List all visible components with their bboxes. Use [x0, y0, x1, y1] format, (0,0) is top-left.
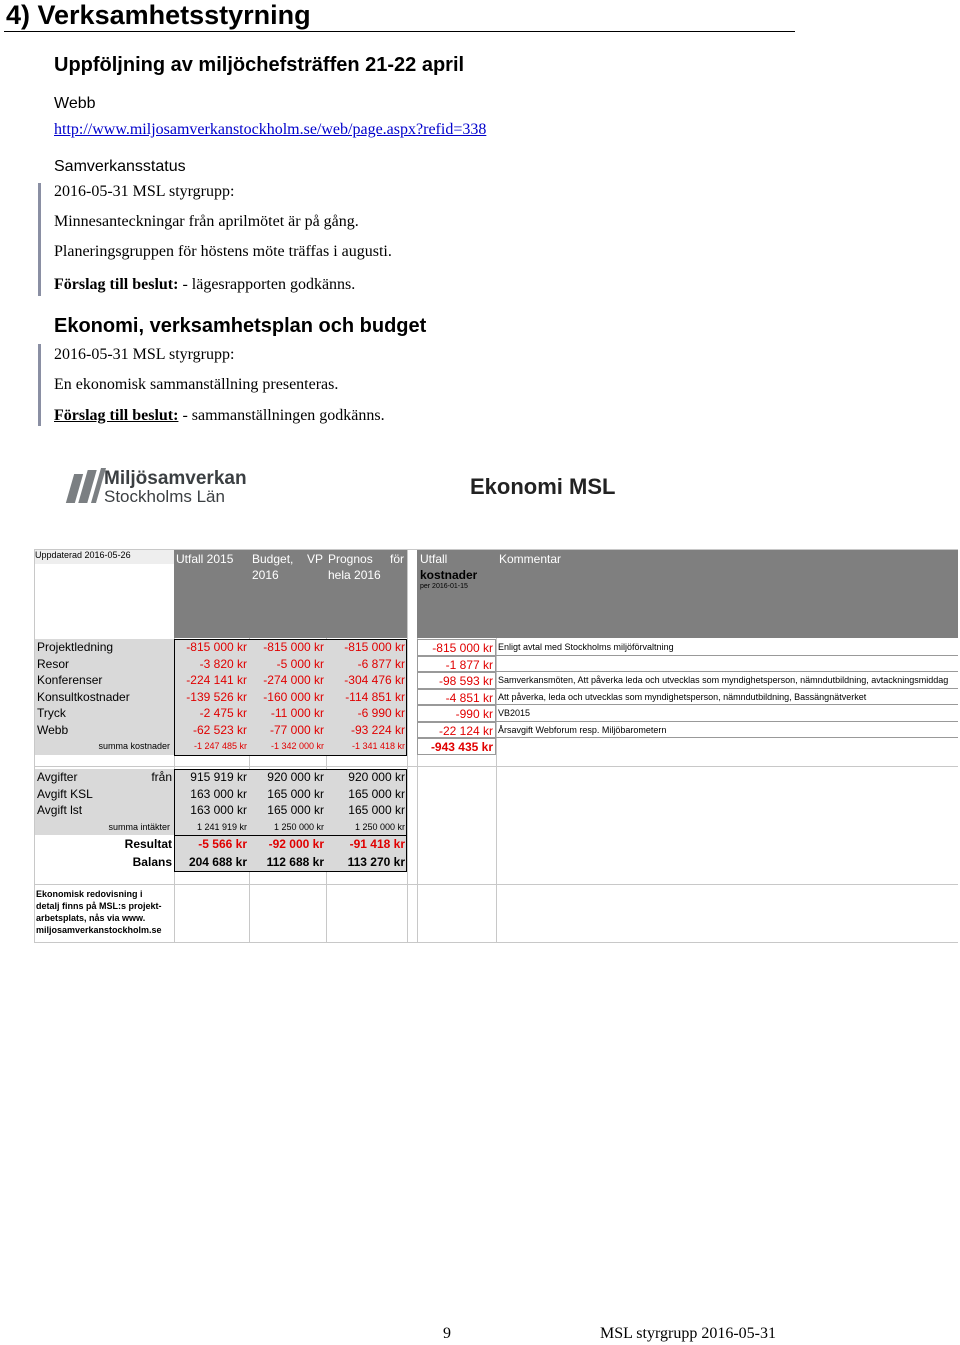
result-label: Resultat [124, 837, 172, 851]
cost-row-name: Projektledning [35, 639, 174, 656]
balance-label: Balans [132, 854, 172, 869]
cost-row-prognos: -815 000 kr [326, 639, 407, 656]
economy-decision [54, 407, 385, 425]
cost-row-name: Resor [35, 656, 174, 673]
sum-income-budget: 1 250 000 kr [249, 819, 326, 836]
note-line: Ekonomisk redovisning i [36, 889, 143, 899]
economy-date: 2016-05-31 MSL styrgrupp: [54, 346, 235, 363]
cost-row-budget: -815 000 kr [249, 639, 326, 656]
result-prognos: -91 418 kr [326, 836, 407, 854]
income-row-name: Avgifter [35, 769, 174, 786]
status-date: 2016-05-31 MSL styrgrupp: [54, 183, 235, 200]
status-bar [38, 183, 41, 296]
col-budget-vp: VP [307, 552, 324, 566]
sheet-title: Ekonomi MSL [470, 474, 616, 499]
cost-row-name: Konsultkostnader [35, 689, 174, 706]
cost-row-utfall: -815 000 kr [417, 639, 496, 656]
cost-row-comment: Samverkansmöten, Att påverka leda och utvecklas som myndighetsperson, nämndutbildning, avtackningsmiddag [496, 672, 958, 689]
cost-row-prognos: -114 851 kr [326, 689, 407, 706]
logo-line1: Miljösamverkan [104, 468, 247, 489]
cost-row-prognos: -304 476 kr [326, 672, 407, 689]
cost-row-name: Konferenser [35, 672, 174, 689]
income-row-budget: 920 000 kr [249, 769, 326, 786]
col-prognos-for: för [390, 552, 405, 566]
col-budget-a: Budget, [252, 552, 294, 566]
logo-line2: Stockholms Län [104, 487, 225, 506]
cost-row-prognos: -93 224 kr [326, 722, 407, 739]
col-budget-b: 2016 [252, 568, 279, 582]
cost-row-utfall: -990 kr [417, 705, 496, 722]
cost-row-budget: -160 000 kr [249, 689, 326, 706]
sheet-note [36, 888, 162, 936]
income-row-budget: 165 000 kr [249, 802, 326, 819]
cost-row-name: Tryck [35, 705, 174, 722]
income-row-utfall2015: 163 000 kr [174, 802, 249, 819]
income-row-name: Avgift KSL [35, 786, 174, 803]
note-line: miljosamverkanstockholm.se [36, 925, 162, 935]
frame-line [174, 769, 175, 871]
page-number: 9 [443, 1325, 451, 1342]
income-row-prognos: 920 000 kr [326, 769, 407, 786]
sum-costs-prognos: -1 341 418 kr [326, 738, 407, 755]
income-row-budget: 165 000 kr [249, 786, 326, 803]
status-line2: Planeringsgruppen för höstens möte träffas i augusti. [54, 243, 392, 260]
income-row-name: Avgift lst [35, 802, 174, 819]
cost-row-prognos: -6 990 kr [326, 705, 407, 722]
economy-line1: En ekonomisk sammanställning presenteras. [54, 376, 339, 393]
col-utfall-c: per 2016-01-15 [420, 583, 468, 590]
income-row-utfall2015: 163 000 kr [174, 786, 249, 803]
economy-bar [38, 344, 41, 426]
cost-row-prognos: -6 877 kr [326, 656, 407, 673]
cost-row-name: Webb [35, 722, 174, 739]
income-row-prognos: 165 000 kr [326, 786, 407, 803]
economy-decision-text: - sammanställningen godkänns. [178, 407, 385, 424]
subheading: Uppföljning av miljöchefsträffen 21-22 april [54, 54, 465, 76]
income-row-prognos: 165 000 kr [326, 802, 407, 819]
balance-utfall2015: 204 688 kr [174, 854, 249, 872]
cost-row-budget: -11 000 kr [249, 705, 326, 722]
col-prognos-b: hela 2016 [328, 568, 381, 582]
col-utfall-a: Utfall [420, 552, 448, 566]
heading-rule [4, 31, 795, 32]
web-label: Webb [54, 95, 96, 112]
cost-row-utfall2015: -2 475 kr [174, 705, 249, 722]
web-link[interactable]: http://www.miljosamverkanstockholm.se/web/page.aspx?refid=338 [54, 121, 487, 138]
frame-line [174, 769, 407, 770]
note-line: arbetsplats, nås via www. [36, 913, 146, 923]
budget-sheet [34, 549, 958, 943]
balance-budget: 112 688 kr [249, 854, 326, 872]
economy-decision-label: Förslag till beslut: [54, 407, 179, 424]
cost-row-comment: Årsavgift Webforum resp. Miljöbarometern [496, 722, 958, 739]
income-row-utfall2015: 915 919 kr [174, 769, 249, 786]
status-title: Samverkansstatus [54, 158, 186, 175]
result-utfall2015: -5 566 kr [174, 836, 249, 854]
updated-label: Uppdaterad 2016-05-26 [35, 550, 174, 564]
frame-line [174, 871, 407, 872]
cost-row-budget: -77 000 kr [249, 722, 326, 739]
decision-label: Förslag till beslut: [54, 276, 179, 293]
cost-row-utfall2015: -815 000 kr [174, 639, 249, 656]
sum-costs-utfall2015: -1 247 485 kr [174, 738, 249, 755]
sum-income-prognos: 1 250 000 kr [326, 819, 407, 836]
decision-text: - lägesrapporten godkänns. [178, 276, 356, 293]
income-row-name2: från [151, 770, 172, 784]
balance-prognos: 113 270 kr [326, 854, 407, 872]
frame-line [174, 835, 407, 836]
cost-row-budget: -5 000 kr [249, 656, 326, 673]
sum-income-label: summa intäkter [35, 819, 174, 836]
status-line1: Minnesanteckningar från aprilmötet är på gång. [54, 213, 359, 230]
frame-line [406, 639, 407, 755]
header-block-comment [496, 550, 958, 638]
cost-row-utfall: -1 877 kr [417, 656, 496, 673]
cost-row-comment: Enligt avtal med Stockholms miljöförvaltning [496, 639, 958, 656]
col-prognos-a: Prognos [328, 552, 373, 566]
footer-text: MSL styrgrupp 2016-05-31 [600, 1325, 776, 1342]
cost-row-utfall: -98 593 kr [417, 672, 496, 689]
cost-row-utfall: -4 851 kr [417, 689, 496, 706]
cost-row-utfall2015: -62 523 kr [174, 722, 249, 739]
frame-line [174, 755, 407, 756]
cost-row-utfall2015: -3 820 kr [174, 656, 249, 673]
sum-costs-budget: -1 342 000 kr [249, 738, 326, 755]
frame-line [406, 769, 407, 871]
cost-row-comment: VB2015 [496, 705, 958, 722]
status-decision [54, 276, 355, 294]
section-heading: 4) Verksamhetsstyrning [6, 0, 311, 30]
frame-line [174, 639, 175, 755]
cost-row-utfall2015: -139 526 kr [174, 689, 249, 706]
cost-row-comment: Att påverka, leda och utvecklas som myndighetsperson, nämndutbildning, Bassängnätverket [496, 689, 958, 706]
cost-row-comment [496, 656, 958, 673]
economy-title: Ekonomi, verksamhetsplan och budget [54, 315, 427, 337]
cost-row-utfall: -22 124 kr [417, 722, 496, 739]
frame-line [174, 639, 407, 640]
cost-row-utfall2015: -224 141 kr [174, 672, 249, 689]
note-line: detalj finns på MSL:s projekt- [36, 901, 162, 911]
sum-costs-label: summa kostnader [35, 738, 174, 755]
col-kommentar: Kommentar [499, 552, 562, 566]
cost-row-budget: -274 000 kr [249, 672, 326, 689]
result-budget: -92 000 kr [249, 836, 326, 854]
sum-income-utfall2015: 1 241 919 kr [174, 819, 249, 836]
col-utfall-b: kostnader [420, 568, 478, 582]
sum-costs-utfall: -943 435 kr [417, 738, 496, 755]
col-utfall2015: Utfall 2015 [176, 552, 234, 566]
